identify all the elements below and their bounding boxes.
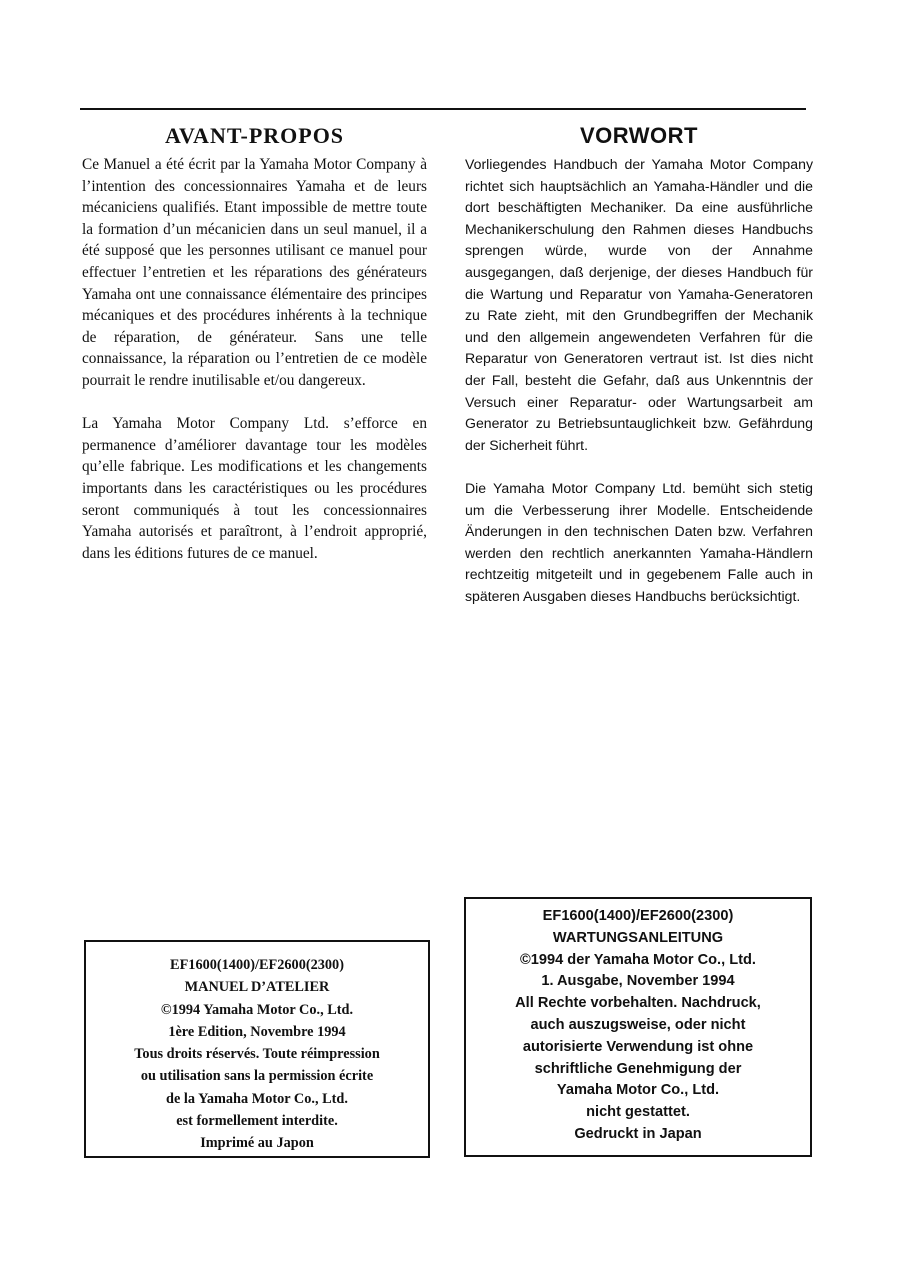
german-box-printed-in: Gedruckt in Japan [574,1125,702,1142]
german-foreword-column [465,118,813,607]
german-box-rights-line-4: schriftliche Genehmigung der [534,1060,742,1077]
french-box-printed-in: Imprimé au Japon [200,1135,314,1152]
german-box-rights-line-5: Yamaha Motor Co., Ltd. [556,1082,720,1099]
german-foreword-title: VORWORT [580,123,698,148]
french-paragraph-1: Ce Manuel a été écrit par la Yamaha Motor Company à l’intention des concessionnaires Yamaha et de leurs mécaniciens qualifiés. Etant impossible de mettre toute la formation d’un mécanicien dans un seul manuel, il a été supposé que les personnes utilisant ce manuel pour effectuer l’entretien et les réparations des générateurs Yamaha ont une connaissance élémentaire des principes mécaniques et des procédures inhérents à la technique de réparation, de générateur. Sans une telle connaissance, la réparation ou l’entretien de ce modèle pourrait le rendre inutilisable et/ou dangereux. [82,156,427,389]
french-box-edition: 1ère Edition, Novembre 1994 [168,1023,346,1040]
german-box-model: EF1600(1400)/EF2600(2300) [542,908,734,924]
german-box-rights-line-6: nicht gestattet. [586,1104,690,1121]
french-foreword-title: AVANT-PROPOS [164,123,345,148]
french-box-rights-line-2: ou utilisation sans la permission écrite [140,1068,374,1085]
french-paragraph-2: La Yamaha Motor Company Ltd. s’efforce en permanence d’améliorer davantage tour les modèles qu’elle fabrique. Les modifications et les changements importants dans les caractéristiques ou les procédures seront communiqués à tout les concessionnaires Yamaha autorisés et paraîtront, à l’endroit approprié, dans les éditions futures de ce manuel. [82,415,427,562]
german-box-copyright: ©1994 der Yamaha Motor Co., Ltd. [520,951,756,968]
french-box-rights-line-1: Tous droits réservés. Toute réimpression [134,1046,380,1063]
top-rule [80,108,806,110]
german-copyright-box [464,897,812,1157]
german-paragraph-1: Vorliegendes Handbuch der Yamaha Motor Company richtet sich hauptsächlich an Yamaha-Händler und die dort beschäftigten Mechaniker. Da eine ausführliche Mechanikerschulung den Rahmen dieses Handbuchs sprengen würde, wurde von der Annahme ausgegangen, daß derjenige, der dieses Handbuch für die Wartung und Reparatur von Yamaha-Generatoren zu Rate zieht, mit den Grundbegriffen der Mechanik und den allgemein angewendeten Verfahren für die Reparatur von Generatoren vertraut ist. Ist dies nicht der Fall, besteht die Gefahr, daß aus Unkenntnis der Versuch einer Reparatur- oder Wartungsarbeit am Generator zu Betriebsuntauglichkeit bzw. Gefährdung der Sicherheit führt. [465,156,813,453]
french-box-rights-line-4: est formellement interdite. [176,1113,338,1130]
french-box-manual-title: MANUEL D’ATELIER [184,979,330,996]
french-foreword-column [82,118,427,564]
german-box-edition: 1. Ausgabe, November 1994 [541,973,735,990]
french-copyright-box [84,940,430,1158]
german-box-rights-line-1: All Rechte vorbehalten. Nachdruck, [515,995,761,1012]
german-box-manual-title: WARTUNGSANLEITUNG [552,929,724,946]
french-box-copyright: ©1994 Yamaha Motor Co., Ltd. [160,1001,354,1018]
german-box-rights-line-3: autorisierte Verwendung ist ohne [522,1038,754,1055]
german-paragraph-2: Die Yamaha Motor Company Ltd. bemüht sich stetig um die Verbesserung ihrer Modelle. Entscheidende Änderungen in den technischen Daten bzw. Verfahren werden den rechtlich anerkannten Yamaha-Händlern rechtzeitig mitgeteilt und in gegebenem Falle auch in späteren Ausgaben dieses Handbuchs berücksichtigt. [465,479,813,604]
french-box-model: EF1600(1400)/EF2600(2300) [170,957,344,973]
german-box-rights-line-2: auch auszugsweise, oder nicht [530,1016,746,1033]
french-box-rights-line-3: de la Yamaha Motor Co., Ltd. [166,1090,348,1107]
